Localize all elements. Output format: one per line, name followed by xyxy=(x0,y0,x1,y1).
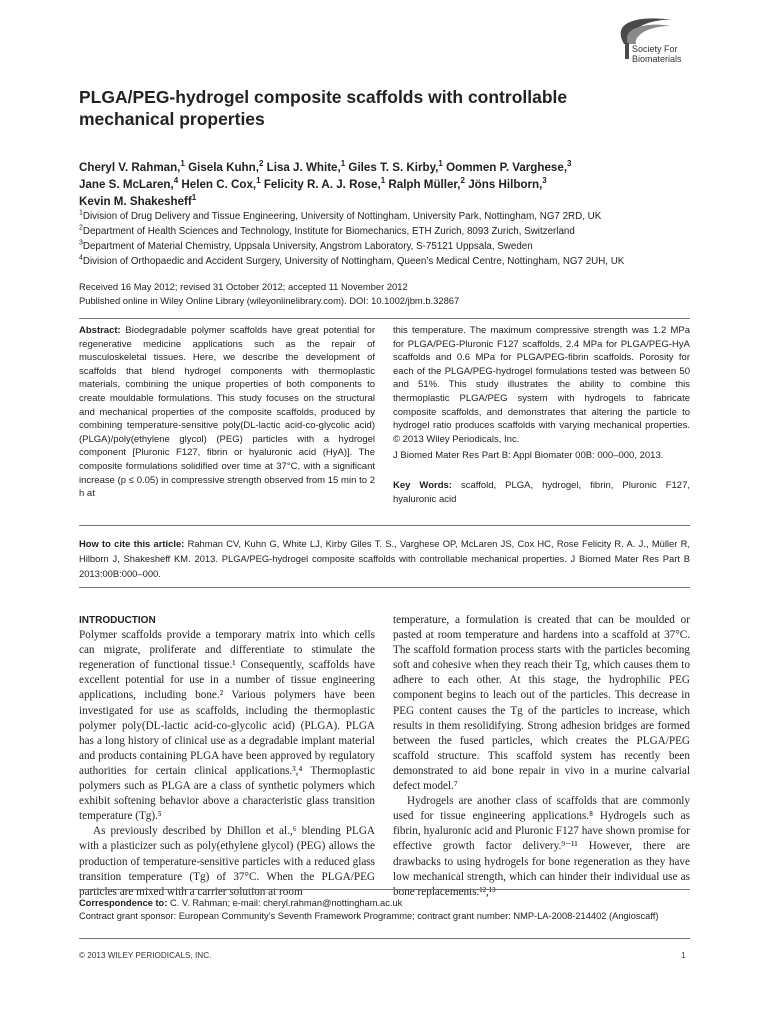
page-number: 1 xyxy=(681,951,686,960)
body-right-column xyxy=(393,613,690,900)
cite-label: How to cite this article: xyxy=(79,538,185,549)
author: Gisela Kuhn,$^2$ xyxy=(188,159,264,174)
correspondence-label: Correspondence to: xyxy=(79,898,168,908)
divider xyxy=(79,938,690,939)
abstract-right-column xyxy=(393,324,690,506)
abstract-text-right: this temperature. The maximum compressive strength was 1.2 MPa for PLGA/PEG-Pluronic F127 scaffolds, 2.4 MPa for PLGA/PEG-HyA scaffolds and 0.6 MPa for PLGA/PEG-fibrin scaffolds. Porosity for each of the PLGA/PEG-hydrogel formulations tested was between 50 and 51%. This study illustrates the ability to combine this thermoplastic PLGA/PEG system with hydrogels to fabricate composite scaffolds, and demonstrates that altering the particle to hydrogel ratio produces scaffolds with varying mechanical properties. © 2013 Wiley Periodicals, Inc. xyxy=(393,325,690,445)
divider xyxy=(79,525,690,526)
author: Giles T. S. Kirby,$^1$ xyxy=(348,159,443,174)
paragraph: Hydrogels are another class of scaffolds that are commonly used for tissue engineering applications.⁸ Hydrogels such as fibrin, hyaluronic acid and Pluronic F127 have shown promise for effective growth factor delivery.⁹⁻¹¹ However, there are drawbacks to using hydrogels for bone regeneration as they have low mechanical strength, which can hinder their individual use as bone replacements.¹²,¹³ xyxy=(393,795,690,898)
author: Felicity R. A. J. Rose,$^1$ xyxy=(263,176,386,191)
author-list xyxy=(79,159,699,210)
divider xyxy=(79,587,690,588)
grant-info: Contract grant sponsor: European Community’s Seventh Framework Programme; contract grant number: NMP-LA-2008-214402 (Angioscaff) xyxy=(79,911,659,921)
keywords-text: scaffold, PLGA, hydrogel, fibrin, Pluronic F127, hyaluronic acid xyxy=(393,479,690,505)
author: Oommen P. Varghese,$^3$ xyxy=(446,159,572,174)
author: Kevin M. Shakesheff$^1$ xyxy=(79,193,197,208)
author: Cheryl V. Rahman,$^1$ xyxy=(79,159,185,174)
published-online: Published online in Wiley Online Library (wileyonlinelibrary.com). DOI: 10.1002/jbm.b.32867 xyxy=(79,294,460,306)
affiliation: $^1$Division of Drug Delivery and Tissue Engineering, University of Nottingham, University Park, Nottingham, NG7 2RD, UK xyxy=(79,209,602,222)
journal-reference: J Biomed Mater Res Part B: Appl Biomater 00B: 000–000, 2013. xyxy=(393,450,664,462)
paragraph: Polymer scaffolds provide a temporary matrix into which cells can migrate, proliferate and differentiate to stimulate the regeneration of functional tissue.¹ Consequently, scaffolds have excellent potential for use in a number of tissue engineering applications, including bone.² Various polymers have been investigated for use as scaffolds, including the thermoplastic polymer poly(DL-lactic acid-co-glycolic acid) (PLGA). PLGA has a long history of clinical use as a degradable implant material and products containing PLGA have been approved by regulatory authorities for certain clinical applications.³,⁴ Thermoplastic polymers such as PLGA are a class of synthetic polymers which exhibit softening behavior above a characteristic glass transition temperature (Tg).⁵ xyxy=(79,629,375,823)
author: Ralph Müller,$^2$ xyxy=(388,176,465,191)
keywords-label: Key Words: xyxy=(393,479,452,491)
correspondence xyxy=(79,897,690,923)
logo-line-2: Biomaterials xyxy=(632,54,682,64)
cite-text: Rahman CV, Kuhn G, White LJ, Kirby Giles T. S., Varghese OP, McLaren JS, Cox HC, Rose Felicity R. A. J., Müller R, Hilborn J, Shakesheff KM. 2013. PLGA/PEG-hydrogel composite scaffolds with controllable mechanical properties. J Biomed Mater Res Part B 2013:00B:000–000. xyxy=(79,538,690,579)
footer-copyright: © 2013 WILEY PERIODICALS, INC. xyxy=(79,951,212,960)
divider xyxy=(79,318,690,319)
received-dates: Received 16 May 2012; revised 31 October 2012; accepted 11 November 2012 xyxy=(79,281,408,292)
keywords xyxy=(393,479,690,506)
author: Helen C. Cox,$^1$ xyxy=(181,176,261,191)
how-to-cite xyxy=(79,536,690,581)
article-title: PLGA/PEG-hydrogel composite scaffolds with controllable mechanical properties xyxy=(79,87,568,129)
abstract-text-left: Biodegradable polymer scaffolds have great potential for regenerative medicine applications such as the repair of musculoskeletal tissues. Here, we describe the development of scaffolds that blend hydrogel components with thermoplastic materials, combining the unique properties of both components to create mouldable formulations. This study focuses on the structural and mechanical properties of the composite scaffolds, produced by combining temperature-sensitive poly(DL-lactic acid-co-glycolic acid) (PLGA)/poly(ethylene glycol) (PEG) particles with a hydrogel component [Pluronic F127, fibrin or hyaluronic acid (HyA)]. The composite formulations solidified over time at 37°C, with a significant increase (p ≤ 0.05) in compressive strength observed from 15 min to 2 h at xyxy=(79,325,375,500)
paragraph: As previously described by Dhillon et al.,⁶ blending PLGA with a plasticizer such as poly(ethylene glycol) (PEG) allows the production of temperature-sensitive particles with a reduced glass transition temperature (Tg) of 37°C. When the PLGA/PEG particles are mixed with a carrier solution at room xyxy=(79,825,375,898)
affiliation: $^2$Department of Health Sciences and Technology, Institute for Biomechanics, ETH Zurich, 8093 Zurich, Switzerland xyxy=(79,224,575,237)
correspondence-text: C. V. Rahman; e-mail: cheryl.rahman@nottingham.ac.uk xyxy=(169,898,403,908)
author: Jöns Hilborn,$^3$ xyxy=(468,176,547,191)
section-heading: INTRODUCTION xyxy=(79,615,156,626)
abstract-left-column xyxy=(79,324,375,501)
author: Lisa J. White,$^1$ xyxy=(266,159,346,174)
body-left-column xyxy=(79,613,375,900)
abstract-label: Abstract: xyxy=(79,325,121,336)
society-logo xyxy=(608,10,718,66)
publication-dates xyxy=(79,280,699,307)
logo-line-1: Society For xyxy=(632,44,678,54)
paragraph: temperature, a formulation is created that can be moulded or pasted at room temperature and hardens into a scaffold at 37°C. The scaffold formation process starts with the particles becoming soft and cohesive when they reach their Tg, which causes them to adhere to each other. At this stage, the hydrophilic PEG component begins to leach out of the particles. This decrease in PEG content causes the Tg of the particles to increase, which results in them resolidifying. Strong adhesion bridges are formed between the fused particles, which creates the PLGA/PEG scaffold structure. This scaffold system has recently been demonstrated to aid bone repair in vivo in a murine calvarial defect model.⁷ xyxy=(393,614,690,793)
affiliation: $^4$Division of Orthopaedic and Accident Surgery, University of Nottingham, Queen’s Medical Centre, Nottingham, NG7 2UH, UK xyxy=(79,254,625,267)
affiliation-list xyxy=(79,209,699,269)
affiliation: $^3$Department of Material Chemistry, Uppsala University, Angstrom Laboratory, S-75121 Uppsala, Sweden xyxy=(79,239,533,252)
divider xyxy=(79,889,690,890)
author: Jane S. McLaren,$^4$ xyxy=(79,176,179,191)
